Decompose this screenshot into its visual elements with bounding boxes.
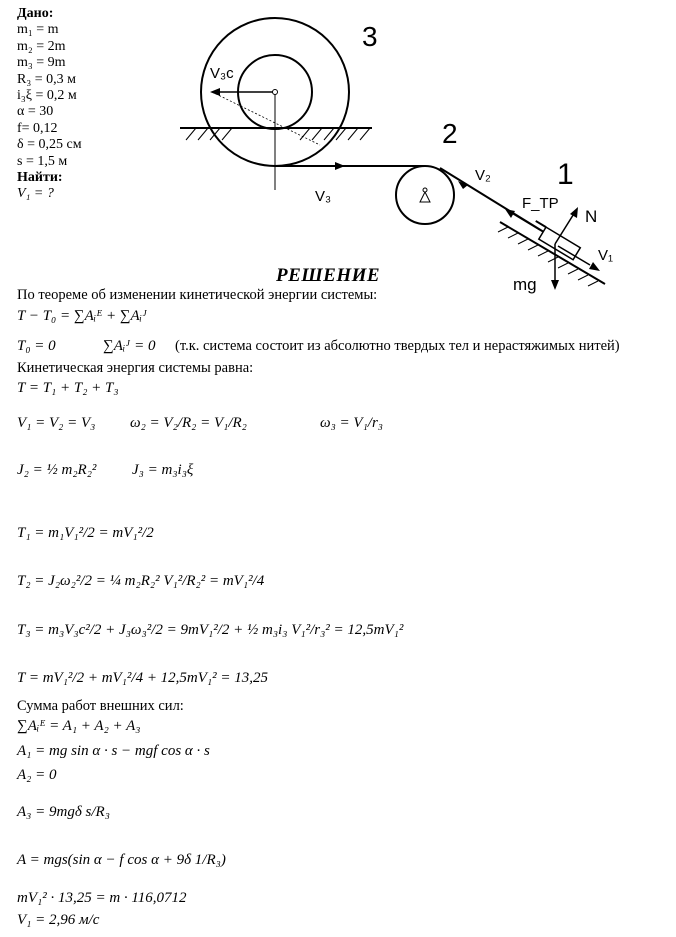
given-line: δ = 0,25 см [17,137,82,153]
given-line: m₁ = m [17,22,59,38]
label-body1: 1 [557,158,574,191]
equation-a3: A₃ = 9mgδ s/R₃ [17,804,110,820]
equation-j3: J₃ = m₃i₃ξ [132,462,194,478]
mechanism-figure [0,0,676,300]
label-n: N [585,207,598,226]
label-mg: mg [513,275,537,294]
given-line: s = 1,5 м [17,153,68,169]
equation-a1: A₁ = mg sin α · s − mgf cos α · s [17,743,210,759]
equation-omega3: ω₃ = V₁/r₃ [320,415,384,431]
equation-t: T = mV₁²/2 + mV₁²/4 + 12,5mV₁² = 13,25 [17,670,269,686]
given-line: i₃ξ = 0,2 м [17,88,77,104]
given-line: R₃ = 0,3 м [17,71,76,87]
equation-t1: T₁ = m₁V₁²/2 = mV₁²/2 [17,525,154,541]
solution-title: РЕШЕНИЕ [276,265,381,286]
label-v3: V₃ [315,188,332,205]
find-heading: Найти: [17,170,63,186]
given-line: m₂ = 2m [17,38,66,54]
kinetic-energy-line: Кинетическая энергия системы равна: [17,360,254,376]
given-line: α = 30 [17,104,54,120]
label-body3: 3 [362,21,378,52]
equation-t3: T₃ = m₃V₃c²/2 + J₃ω₃²/2 = 9mV₁²/2 + ½ m₃i₃ V₁²/r₃² = 12,5mV₁² [17,622,404,638]
equation-total-t: T = T₁ + T₂ + T₃ [17,380,119,396]
equation-omega2: ω₂ = V₂/R₂ = V₁/R₂ [130,415,247,431]
equation-velocities: V₁ = V₂ = V₃ [17,415,96,431]
pulley-body2 [396,166,454,224]
equation-a2: A₂ = 0 [17,767,57,783]
label-ftr: F_ТР [522,195,559,212]
equation-energy: T − T₀ = ∑Aᵢᴱ + ∑Aᵢᴶ [17,308,148,324]
equation-result-1: mV₁² · 13,25 = m · 116,0712 [17,890,187,906]
equation-result-2: V₁ = 2,96 м/с [17,912,100,928]
equation-internal-work: ∑Aᵢᴶ = 0 [103,338,156,354]
given-line: f= 0,12 [17,120,58,136]
label-body2: 2 [442,118,458,149]
given-heading: Дано: [17,6,54,21]
work-sum-line: Сумма работ внешних сил: [17,698,184,714]
equation-t0: T₀ = 0 [17,338,56,354]
theorem-line: По теореме об изменении кинетической энергии системы: [17,287,378,303]
note-rigid-bodies: (т.к. система состоит из абсолютно твердых тел и нерастяжимых нитей) [175,338,620,354]
equation-a: A = mgs(sin α − f cos α + 9δ 1/R₃) [17,852,226,868]
label-v2: V₂ [475,167,491,184]
equation-work-sum: ∑Aᵢᴱ = A₁ + A₂ + A₃ [17,718,141,734]
given-line: m₃ = 9m [17,55,66,71]
label-v3c: V₃c [210,65,234,82]
equation-j2: J₂ = ½ m₂R₂² [17,462,97,478]
find-line: V₁ = ? [17,186,54,202]
equation-t2: T₂ = J₂ω₂²/2 = ¼ m₂R₂² V₁²/R₂² = mV₁²/4 [17,573,265,589]
label-v1: V₁ [598,247,614,264]
